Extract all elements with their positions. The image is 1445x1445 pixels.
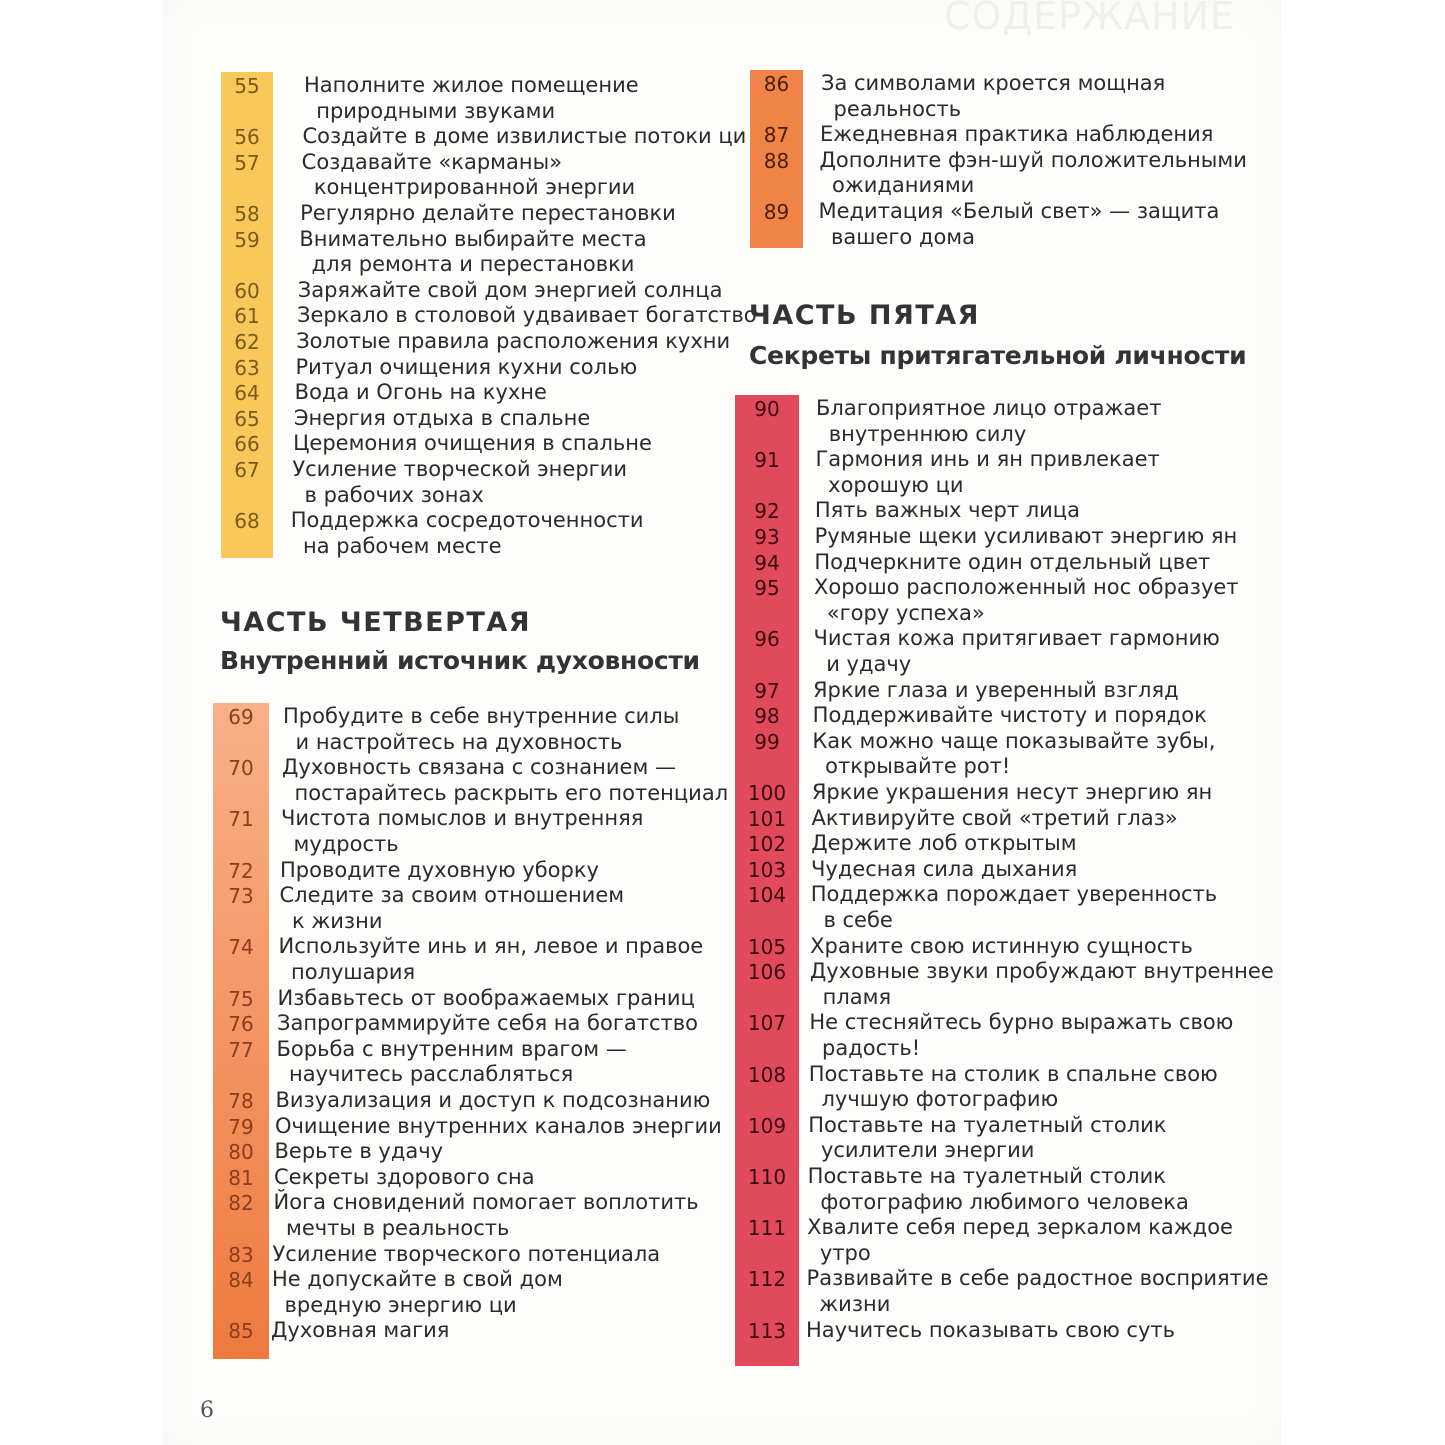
toc-entry-title: Проводите духовную уборку bbox=[280, 857, 599, 882]
toc-entry-number: 89 bbox=[763, 200, 790, 224]
toc-entry-title: Создайте в доме извилистые потоки ци bbox=[302, 124, 747, 149]
toc-entry-title: Не стесняйтесь бурно выражать свою bbox=[809, 1010, 1234, 1035]
toc-entry-title: Поддержка порождает уверенность bbox=[810, 882, 1218, 907]
toc-entry[interactable] bbox=[735, 703, 1240, 729]
toc-entry-number: 65 bbox=[234, 406, 260, 431]
toc-entry-title-continued: радость! bbox=[822, 1035, 921, 1060]
toc-entry-title: Ежедневная практика наблюдения bbox=[820, 122, 1214, 147]
toc-entry[interactable] bbox=[221, 201, 721, 227]
toc-entry-title: Поставьте на столик в спальне свою bbox=[808, 1061, 1218, 1086]
toc-entry-number: 80 bbox=[228, 1140, 254, 1165]
toc-entry-title: Не допускайте в свой дом bbox=[272, 1267, 563, 1292]
toc-entry[interactable] bbox=[213, 806, 703, 857]
toc-entry-title: Яркие глаза и уверенный взгляд bbox=[812, 677, 1179, 702]
toc-entry-title: Чистая кожа притягивает гармонию bbox=[813, 626, 1220, 651]
toc-entry-number: 100 bbox=[747, 781, 787, 805]
toc-entry[interactable] bbox=[750, 71, 1230, 122]
toc-entry[interactable] bbox=[213, 858, 703, 884]
toc-entry-title: Борьба с внутренним врагом — bbox=[276, 1036, 627, 1061]
toc-entry[interactable] bbox=[213, 986, 703, 1012]
toc-entry-title: Используйте инь и ян, левое и правое bbox=[278, 934, 704, 959]
toc-entry-title-continued: ожиданиями bbox=[832, 173, 975, 198]
toc-entry-title: Внимательно выбирайте места bbox=[299, 226, 647, 251]
toc-entry-number: 70 bbox=[228, 756, 254, 781]
toc-entry-title-continued: к жизни bbox=[292, 908, 383, 933]
toc-entry-title: Яркие украшения несут энергию ян bbox=[811, 780, 1213, 804]
toc-entry-number: 63 bbox=[234, 355, 260, 380]
toc-entry[interactable] bbox=[213, 704, 703, 755]
toc-entry[interactable] bbox=[221, 457, 721, 508]
toc-entry-number: 97 bbox=[754, 678, 780, 703]
toc-entry-number: 66 bbox=[234, 432, 260, 457]
toc-entry-title: Создавайте «карманы» bbox=[301, 149, 563, 174]
toc-entry-number: 86 bbox=[763, 72, 790, 96]
toc-entry[interactable] bbox=[735, 626, 1240, 677]
toc-entry-title: Благоприятное лицо отражает bbox=[816, 396, 1162, 420]
toc-entry[interactable] bbox=[213, 1139, 703, 1165]
toc-entry-title: Подчеркните один отдельный цвет bbox=[814, 549, 1211, 574]
toc-entry-title: Пять важных черт лица bbox=[814, 498, 1080, 523]
toc-entry-title-continued: научитесь расслабляться bbox=[289, 1062, 574, 1087]
toc-entry-title-continued: полушария bbox=[291, 959, 416, 984]
toc-entry[interactable] bbox=[213, 1011, 703, 1037]
toc-entry[interactable] bbox=[750, 199, 1230, 250]
toc-entry-title-continued: мудрость bbox=[293, 831, 399, 856]
toc-entry-title-continued: на рабочем месте bbox=[303, 533, 502, 558]
toc-entry[interactable] bbox=[735, 575, 1240, 626]
toc-entry-number: 112 bbox=[747, 1267, 787, 1292]
toc-entry-number: 88 bbox=[763, 148, 790, 173]
toc-entry-title: Поддерживайте чистоту и порядок bbox=[812, 703, 1207, 728]
toc-entry[interactable] bbox=[213, 1267, 703, 1318]
toc-entry[interactable] bbox=[221, 508, 721, 559]
toc-entry-title: Развивайте в себе радостное восприятие bbox=[806, 1266, 1269, 1291]
toc-entry[interactable] bbox=[213, 1242, 703, 1268]
toc-entry-title-continued: вашего дома bbox=[831, 224, 976, 249]
toc-entry-number: 103 bbox=[747, 857, 787, 882]
toc-entry-number: 59 bbox=[234, 227, 260, 252]
toc-entry-title-continued: природными звуками bbox=[316, 98, 556, 123]
toc-entry-number: 75 bbox=[228, 986, 254, 1011]
toc-entry-number: 61 bbox=[234, 304, 260, 329]
toc-entry-number: 104 bbox=[747, 883, 787, 908]
part-four-subtitle: Внутренний источник духовности bbox=[220, 646, 700, 675]
toc-entry-title-continued: пламя bbox=[822, 984, 892, 1009]
toc-entry[interactable] bbox=[735, 678, 1240, 704]
toc-entry-number: 99 bbox=[754, 729, 780, 754]
toc-entry-title-continued: «гору успеха» bbox=[826, 600, 985, 625]
toc-entry[interactable] bbox=[213, 1088, 711, 1114]
toc-entry-title: Чудесная сила дыхания bbox=[811, 856, 1078, 881]
toc-entry[interactable] bbox=[735, 882, 1240, 933]
page-number: 6 bbox=[200, 1398, 214, 1423]
toc-entry-title: Усиление творческой энергии bbox=[292, 457, 627, 481]
toc-entry-title: Держите лоб открытым bbox=[811, 831, 1077, 856]
toc-entry-number: 109 bbox=[747, 1113, 787, 1138]
toc-entry[interactable] bbox=[735, 1266, 1269, 1317]
toc-entry-title-continued: усилители энергии bbox=[820, 1138, 1035, 1163]
toc-entry[interactable] bbox=[735, 1010, 1240, 1061]
toc-entry[interactable] bbox=[750, 147, 1247, 199]
toc-entry[interactable] bbox=[735, 780, 1240, 806]
toc-entry-title-continued: внутреннюю силу bbox=[828, 421, 1027, 446]
toc-block-part-five bbox=[735, 395, 1274, 1366]
toc-entry-number: 96 bbox=[754, 627, 780, 652]
toc-entry-number: 76 bbox=[228, 1012, 254, 1037]
toc-entry-title-continued: постарайтесь раскрыть его потенциал bbox=[294, 780, 729, 805]
toc-entry-title-continued: утро bbox=[819, 1240, 871, 1265]
toc-entry-title: Очищение внутренних каналов энергии bbox=[275, 1113, 722, 1138]
toc-entry-title: Заряжайте свой дом энергией солнца bbox=[297, 277, 723, 302]
toc-entry-title: Секреты здорового сна bbox=[274, 1164, 535, 1189]
toc-entry-title: Ритуал очищения кухни солью bbox=[295, 354, 638, 379]
toc-entry-number: 83 bbox=[228, 1242, 254, 1267]
toc-entry-number: 56 bbox=[234, 125, 260, 150]
toc-entry-title: Энергия отдыха в спальне bbox=[293, 405, 591, 430]
toc-entry-number: 107 bbox=[747, 1011, 787, 1036]
toc-entry[interactable] bbox=[221, 329, 731, 355]
toc-entry-number: 71 bbox=[228, 807, 254, 832]
toc-entry-title-continued: и настройтесь на духовность bbox=[295, 729, 623, 754]
toc-entry[interactable] bbox=[213, 1318, 703, 1344]
toc-block-part-four bbox=[213, 703, 729, 1359]
toc-entry[interactable] bbox=[221, 406, 721, 432]
toc-entry-number: 98 bbox=[754, 704, 780, 729]
toc-entry[interactable] bbox=[735, 857, 1240, 883]
toc-entry-number: 72 bbox=[228, 858, 254, 883]
toc-entry-title: Наполните жилое помещение bbox=[304, 73, 639, 97]
toc-entry-title: Визуализация и доступ к подсознанию bbox=[275, 1088, 711, 1112]
toc-entry-number: 64 bbox=[234, 381, 260, 406]
toc-entry-title-continued: мечты в реальность bbox=[286, 1215, 510, 1240]
toc-entry-number: 73 bbox=[228, 884, 254, 909]
toc-entry-title: Запрограммируйте себя на богатство bbox=[277, 1011, 698, 1036]
toc-entry-number: 74 bbox=[228, 935, 254, 960]
toc-entry[interactable] bbox=[735, 1318, 1240, 1344]
toc-entry-title: Зеркало в столовой удваивает богатство bbox=[297, 303, 757, 328]
toc-entry-number: 105 bbox=[747, 934, 787, 959]
toc-entry-number: 93 bbox=[754, 525, 780, 549]
toc-entry-title: Румяные щеки усиливают энергию ян bbox=[814, 524, 1238, 548]
toc-entry-number: 67 bbox=[234, 458, 260, 482]
toc-entry-title: Хорошо расположенный нос образует bbox=[814, 575, 1239, 600]
toc-entry-number: 60 bbox=[234, 278, 260, 303]
toc-entry-title-continued: фотографию любимого человека bbox=[820, 1189, 1189, 1214]
toc-entry-title: Духовные звуки пробуждают внутреннее bbox=[809, 959, 1274, 984]
toc-entry[interactable] bbox=[213, 755, 729, 806]
toc-entry-number: 90 bbox=[754, 397, 780, 421]
toc-block-part-three bbox=[221, 72, 757, 558]
toc-entry-title: Поставьте на туалетный столик bbox=[807, 1164, 1166, 1188]
toc-entry-title: Активируйте свой «третий глаз» bbox=[811, 805, 1178, 830]
toc-entry-number: 68 bbox=[234, 509, 260, 534]
toc-entry[interactable] bbox=[221, 380, 721, 406]
toc-entry-title-continued: и удачу bbox=[826, 651, 912, 676]
toc-entry-title: Дополните фэн-шуй положительными bbox=[819, 147, 1247, 172]
toc-entry[interactable] bbox=[221, 431, 721, 457]
ghost-heading: СОДЕРЖАНИЕ bbox=[944, 0, 1235, 38]
toc-entry-number: 79 bbox=[228, 1114, 254, 1139]
toc-entry[interactable] bbox=[735, 1113, 1240, 1164]
toc-entry[interactable] bbox=[221, 124, 747, 150]
toc-entry-number: 111 bbox=[747, 1216, 787, 1241]
toc-entry-title: Усиление творческого потенциала bbox=[272, 1241, 661, 1266]
toc-entry[interactable] bbox=[735, 1215, 1240, 1266]
toc-entry[interactable] bbox=[735, 729, 1240, 780]
toc-entry[interactable] bbox=[221, 73, 721, 124]
toc-entry-title: Поддержка сосредоточенности bbox=[290, 508, 644, 533]
toc-entry-title: Научитесь показывать свою суть bbox=[806, 1317, 1176, 1342]
toc-entry[interactable] bbox=[221, 227, 721, 278]
toc-entry-title-continued: жизни bbox=[819, 1291, 891, 1316]
toc-entry[interactable] bbox=[735, 1164, 1240, 1215]
toc-entry-number: 92 bbox=[754, 499, 780, 524]
toc-entry[interactable] bbox=[735, 1062, 1240, 1113]
toc-entry-number: 77 bbox=[228, 1037, 254, 1062]
toc-entry-title: Верьте в удачу bbox=[274, 1139, 444, 1164]
part-four-title: ЧАСТЬ ЧЕТВЕРТАЯ bbox=[220, 607, 532, 638]
toc-entry[interactable] bbox=[213, 1037, 703, 1088]
toc-entry-title: Поставьте на туалетный столик bbox=[808, 1112, 1167, 1137]
toc-entry-title-continued: вредную энергию ци bbox=[284, 1292, 517, 1317]
toc-entry[interactable] bbox=[213, 1190, 703, 1241]
toc-entry-number: 110 bbox=[747, 1165, 787, 1189]
toc-entry[interactable] bbox=[213, 1113, 722, 1140]
toc-entry[interactable] bbox=[735, 498, 1240, 524]
toc-entry-title: Храните свою истинную сущность bbox=[810, 933, 1193, 958]
toc-entry-number: 69 bbox=[228, 705, 254, 729]
toc-entry[interactable] bbox=[213, 934, 703, 985]
toc-entry[interactable] bbox=[221, 303, 757, 329]
toc-entry[interactable] bbox=[221, 150, 721, 201]
toc-entry-number: 62 bbox=[234, 330, 260, 354]
toc-entry-title-continued: концентрированной энергии bbox=[313, 175, 636, 200]
toc-entry[interactable] bbox=[213, 883, 703, 934]
toc-entry-number: 106 bbox=[747, 960, 787, 985]
toc-entry-title: Йога сновидений помогает воплотить bbox=[273, 1190, 699, 1215]
toc-entry[interactable] bbox=[221, 355, 721, 381]
toc-entry-title: Гармония инь и ян привлекает bbox=[815, 447, 1160, 472]
toc-entry-title: Вода и Огонь на кухне bbox=[294, 380, 547, 405]
toc-entry-number: 87 bbox=[763, 123, 790, 148]
toc-entry-number: 58 bbox=[234, 202, 260, 226]
toc-entry-title: Духовность связана с сознанием — bbox=[282, 755, 676, 780]
toc-entry-title: Как можно чаще показывайте зубы, bbox=[812, 728, 1216, 753]
toc-entry-number: 78 bbox=[228, 1089, 254, 1113]
toc-entry-title-continued: в рабочих зонах bbox=[304, 482, 484, 507]
toc-entry-title-continued: для ремонта и перестановки bbox=[311, 252, 635, 277]
toc-entry-title: Пробудите в себе внутренние силы bbox=[283, 704, 680, 728]
toc-entry-number: 108 bbox=[747, 1062, 787, 1087]
toc-entry-title: Медитация «Белый свет» — защита bbox=[818, 199, 1220, 223]
toc-entry-number: 113 bbox=[747, 1318, 787, 1343]
toc-block-part-four-continued bbox=[750, 70, 1247, 249]
toc-entry[interactable] bbox=[750, 122, 1230, 148]
toc-entry-number: 85 bbox=[228, 1319, 254, 1344]
toc-entry-number: 94 bbox=[754, 550, 780, 575]
toc-entry[interactable] bbox=[735, 447, 1240, 498]
toc-entry-title: Следите за своим отношением bbox=[279, 883, 625, 908]
part-five-title: ЧАСТЬ ПЯТАЯ bbox=[749, 300, 980, 331]
toc-entry[interactable] bbox=[735, 524, 1240, 550]
toc-entry-number: 91 bbox=[754, 448, 780, 473]
toc-entry-title: Хвалите себя перед зеркалом каждое bbox=[807, 1215, 1233, 1240]
toc-entry-title-continued: хорошую ци bbox=[828, 472, 964, 497]
toc-entry-title: Регулярно делайте перестановки bbox=[300, 201, 676, 225]
toc-entry-number: 81 bbox=[228, 1165, 254, 1190]
toc-entry-title: Золотые правила расположения кухни bbox=[296, 329, 731, 353]
toc-entry-title: Духовная магия bbox=[271, 1318, 450, 1343]
toc-entry-number: 101 bbox=[747, 806, 787, 831]
toc-entry-title-continued: открывайте рот! bbox=[825, 754, 1011, 779]
toc-entry-title-continued: в себе bbox=[823, 907, 893, 932]
toc-entry[interactable] bbox=[735, 396, 1240, 447]
toc-entry-number: 57 bbox=[234, 150, 260, 175]
toc-entry[interactable] bbox=[221, 278, 721, 304]
toc-entry-title-continued: лучшую фотографию bbox=[821, 1087, 1059, 1112]
toc-entry-title: Избавьтесь от воображаемых границ bbox=[277, 985, 695, 1010]
part-five-subtitle: Секреты притягательной личности bbox=[749, 341, 1247, 370]
toc-entry-number: 84 bbox=[228, 1268, 254, 1293]
toc-entry-number: 95 bbox=[754, 576, 780, 601]
toc-entry-title: За символами кроется мощная bbox=[821, 71, 1166, 95]
toc-entry-number: 102 bbox=[747, 832, 787, 857]
toc-entry-title: Чистота помыслов и внутренняя bbox=[281, 806, 644, 831]
toc-entry[interactable] bbox=[735, 934, 1240, 960]
toc-entry-number: 55 bbox=[234, 74, 260, 98]
toc-entry[interactable] bbox=[735, 806, 1240, 832]
toc-entry[interactable] bbox=[213, 1165, 703, 1191]
toc-entry-title: Церемония очищения в спальне bbox=[293, 431, 652, 456]
toc-entry-title-continued: реальность bbox=[833, 96, 962, 121]
toc-entry[interactable] bbox=[735, 550, 1240, 576]
toc-entry-number: 82 bbox=[228, 1191, 254, 1216]
toc-entry[interactable] bbox=[735, 831, 1240, 857]
toc-entry[interactable] bbox=[735, 959, 1274, 1010]
